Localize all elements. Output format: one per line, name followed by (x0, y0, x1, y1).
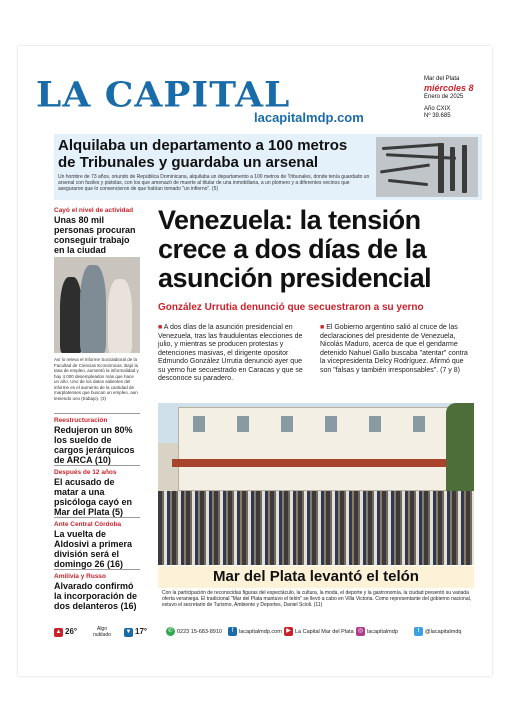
bullet-icon: ■ (320, 324, 325, 331)
city: Mar del Plata (424, 76, 460, 82)
photo-caption: Con la participación de reconocidas figuras del espectáculo, la cultura, la moda, el deporte y la gastronomía, la ciudad presentó su variada oferta veraniega. El tradicional "Mar del Plata mantuvo el telón" se llevó a cabo en Villa Victoria. Como representante del gobierno nacional, estuvo el secretario de Turismo, Ambiente y Deportes, Daniel Scioli. (11) (162, 590, 472, 608)
edition-numbers (424, 106, 484, 120)
main-headline[interactable]: Venezuela: la tensión crece a dos días de la asunción presidencial (158, 205, 432, 293)
main-column-2: ■ El Gobierno argentino salió al cruce de las declaraciones del presidente de Venezuela, Nicolás Maduro, acerca de que el gendarme detenido Nahuel Gallo buscaba "atentar" contra la vicepresidenta Delcy Rodríguez. Afirmó que son "falsas y también irresponsables". (7 y 8) (320, 324, 468, 374)
site-url[interactable]: lacapitalmdp.com (254, 110, 364, 125)
photo-headline[interactable]: Mar del Plata levantó el telón (158, 566, 474, 588)
left-story-2[interactable]: Reestructuración Redujeron un 80% los sueldo de cargos jerárquicos de ARCA (10) (54, 417, 135, 465)
group-photo (158, 403, 474, 565)
facebook-icon: f (228, 627, 237, 636)
instagram-link[interactable]: ◎ lacapitalmdp (357, 628, 398, 635)
weather-sky: Algo nublado (93, 626, 111, 638)
edition-info (424, 76, 484, 119)
temp-down-icon: ▼ (125, 629, 132, 636)
youtube-icon: ▶ (284, 627, 293, 636)
instagram-icon: ◎ (357, 628, 364, 635)
divider (54, 413, 140, 414)
left-photo-caption: Así lo releva el Informe Sociolaboral de la Facultad de Ciencias Económicas. Bajó la tasa de empleo, aumentó la informalidad y hay 4.000 desempleados más que hace un año. Uno de los datos salientes del informe es el aumento de la cantidad de marplatenses que buscan un empleo, aun teniendo uno (trabajo). (3) (54, 357, 139, 401)
whatsapp-icon: ✆ (167, 628, 174, 635)
edition-year: Año CXIX (424, 106, 451, 112)
main-subhead: González Urrutia denunció que secuestraron a su yerno (158, 302, 424, 313)
job-seekers-photo (54, 257, 140, 353)
divider (54, 465, 140, 466)
banner-body: Un hombre de 73 años, oriundo de República Dominicana, alquilaba un departamento a 100 metros de Tribunales, donde tenía guardado un arsenal con fusiles y pistolas, con los que amenazó de muerte al titular de una inmobiliaria, a un plomero y a diferentes vecinos que aseguraron que lo convencieron de que habían tomado "un infierno". (5) (58, 174, 370, 192)
temp-up-icon: ▲ (55, 629, 62, 636)
main-column-1: ■ A dos días de la asunción presidencial en Venezuela, tras las fraudulentas elecciones de julio, y mientras se producen protestas y detenciones masivas, el dirigente opositor Edmundo González Urrutia denunció ayer que su yerno fue secuestrado en Caracas y que se desconoce su paradero. (158, 324, 303, 382)
bullet-icon: ■ (158, 324, 163, 331)
twitter-icon: t (414, 627, 423, 636)
masthead (36, 76, 376, 126)
whatsapp-link[interactable]: ✆ 0223 15-683-8910 (167, 628, 222, 635)
weekday: miércoles 8 (424, 83, 474, 93)
newspaper-logo: LA CAPITAL (36, 75, 291, 115)
youtube-link[interactable]: ▶ La Capital Mar del Plata (284, 626, 354, 638)
top-banner[interactable] (54, 134, 482, 200)
twitter-link[interactable]: t @lacapitalmdq (414, 626, 461, 638)
weather-max: ▲ 26° (55, 627, 78, 636)
date: Enero de 2025 (424, 94, 464, 100)
left-story-4[interactable]: Ante Central Córdoba La vuelta de Aldosivi a primera división será el domingo 26 (16) (54, 521, 133, 569)
left-story-1[interactable]: Cayó el nivel de actividad Unas 80 mil personas procuran conseguir trabajo en la ciudad (54, 207, 136, 255)
edition-number: Nº 39.685 (424, 113, 451, 119)
weapons-photo (376, 137, 478, 197)
left-story-5[interactable]: Amilivia y Russo Alvarado confirmó la incorporación de dos delanteros (16) (54, 573, 138, 611)
divider (54, 517, 140, 518)
footer-bar (54, 624, 482, 640)
left-story-3[interactable]: Después de 12 años El acusado de matar a una psicóloga cayó en Mar del Plata (5) (54, 469, 133, 517)
banner-headline[interactable]: Alquilaba un departamento a 100 metros de Tribunales y guardaba un arsenal (58, 137, 348, 171)
facebook-link[interactable]: f lacapitalmdp.com (228, 626, 282, 638)
divider (54, 569, 140, 570)
weather-min: ▼ 17° (125, 627, 148, 636)
